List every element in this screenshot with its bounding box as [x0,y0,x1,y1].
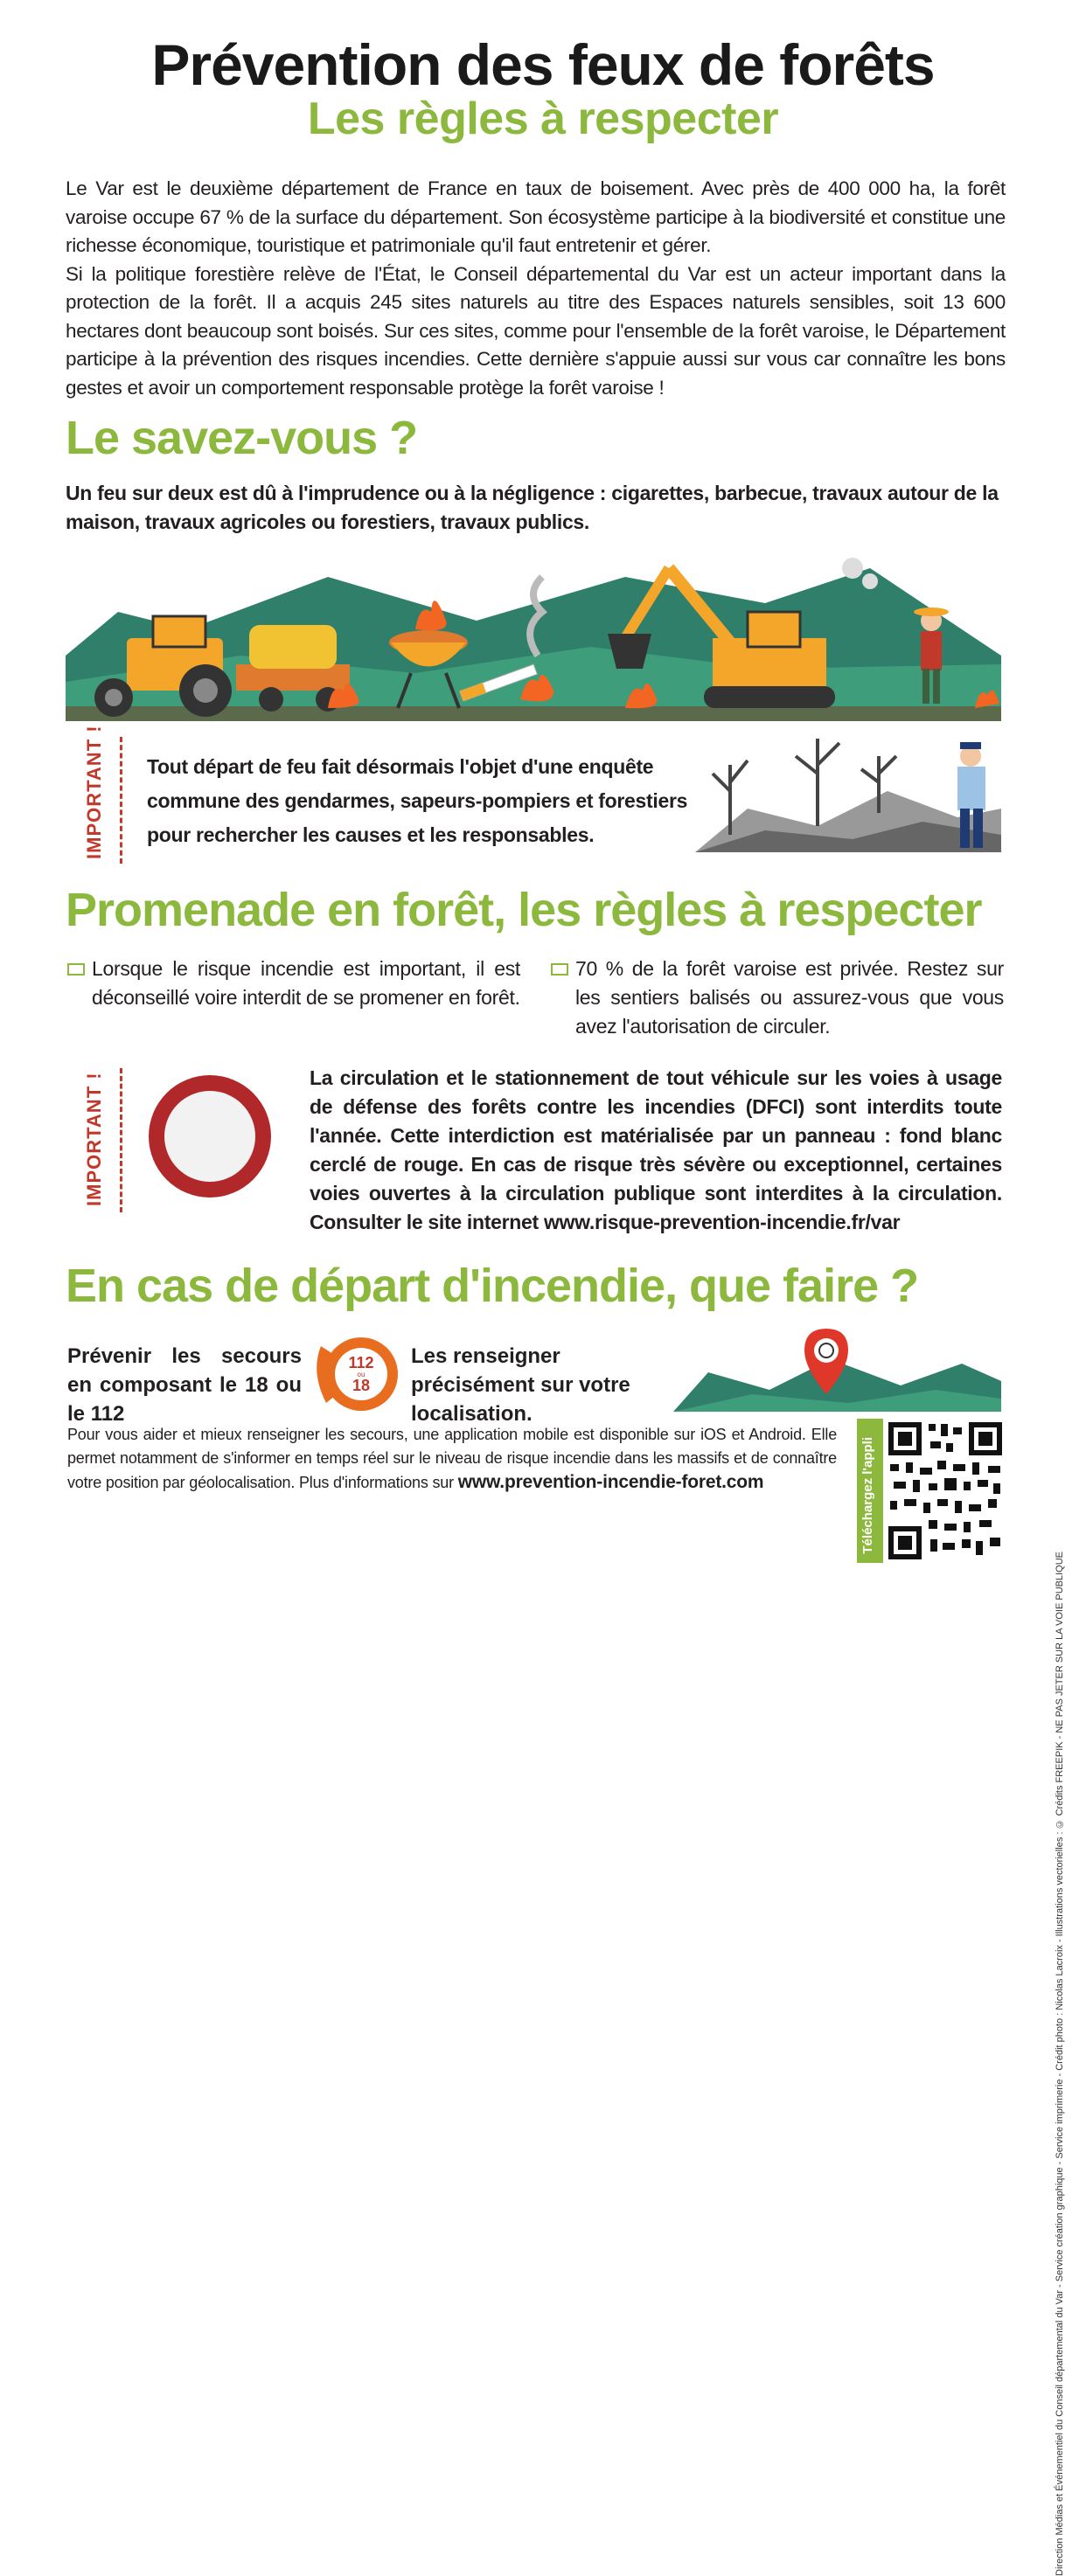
checkbox-bullet-icon [551,963,568,976]
phone-icon [310,1333,402,1416]
prevention-site-link[interactable]: www.risque-prevention-incendie.fr/var [543,1211,901,1233]
intro-paragraph-1: Le Var est le deuxième département de France en taux de boisement. Avec près de 400 000 ha, la forêt varoise occupe 67 % de la surface du département. Son écosystème participe à la biodiversité et constitue une richesse économique, touristique et patrimoniale qu'il faut entretenir et gérer. [66,177,1006,256]
emergency-number-18: 18 [244,1373,268,1397]
localisation-text: Les renseigner précisément sur votre localisation. [411,1344,630,1426]
footer-text: Pour vous aider et mieux renseigner les secours, une application mobile est disponible sur iOS et Android. Elle permet notamment de s'informer en temps réel sur le niveau de risque incendie dans les massifs et de connaître votre position par géolocalisation. Plus d'informations sur www.prevention-incendie-foret.com [67,1426,837,1492]
important-2-text: La circulation et le stationnement de tout véhicule sur les voies à usage de défense des forêts contre les incendies (DFCI) sont interdits toute l'année. Cette interdiction est matérialisée par un panneau : fond blanc cerclé de rouge. En cas de risque très sévère ou exceptionnel, certaines voies ouvertes à la circulation publique sont interdites à la circulation. Consulter le site internet www.risque-prevention-incendie.fr/var [310,1066,1002,1233]
side-credits: Direction Médias et Événementiel du Conseil départemental du Var - Service création graphique - Service imprimerie - Crédit photo : Nicolas Lacroix - Illustrations vectorielles : © Crédits FREEPIK - NE PAS JETER SUR LA VOIE PUBLIQUE [1055,1552,1065,2576]
svg-text:ou: ou [357,1371,365,1378]
important-label-2: IMPORTANT ! [83,1072,105,1206]
promenade-bullet-2: 70 % de la forêt varoise est privée. Restez sur les sentiers balisés ou assurez-vous que vous avez l'autorisation de circuler. [575,955,1004,1041]
intro-paragraph-2: Si la politique forestière relève de l'État, le Conseil départemental du Var est un acteur important dans la protection de la forêt. Il a acquis 245 sites naturels au titre des Espaces naturels sensibles, soit 13 600 hectares dont beaucoup sont boisés. Sur ces sites, comme pour l'ensemble de la forêt varoise, le Département participe à la prévention des risques incendies. Cette dernière s'appuie aussi sur vous car connaître les bons gestes et avoir un comportement responsable protège la forêt varoise ! [66,262,1006,399]
intro-text [66,175,1006,402]
section-title-promenade: Promenade en forêt, les règles à respecter [66,884,982,936]
savez-vous-text: Un feu sur deux est dû à l'imprudence ou à la négligence : cigarettes, barbecue, travaux autour de la maison, travaux agricoles ou forestiers, travaux publics. [66,482,999,533]
section-title-savez-vous: Le savez-vous ? [66,412,418,464]
qr-code-icon[interactable] [885,1419,1006,1563]
page-subtitle: Les règles à respecter [307,94,779,144]
section-title-en-cas: En cas de départ d'incendie, que faire ? [66,1260,919,1312]
important-label-1: IMPORTANT ! [83,725,105,859]
important-1-text: Tout départ de feu fait désormais l'objet d'une enquête commune des gendarmes, sapeurs-pompiers et forestiers pour rechercher les causes et les responsables. [147,755,688,846]
call-emergency-text: Prévenir les secours en composant le 18 ou le 112 [67,1344,302,1426]
svg-text:18: 18 [352,1377,371,1394]
page-title: Prévention des feux de forêts [151,32,935,97]
download-app-strip: Téléchargez l'appli [857,1419,883,1563]
location-pin-illustration [673,1324,1001,1412]
consult-site-label: Consulter le site internet [310,1211,539,1233]
no-entry-sign-icon [144,1071,275,1202]
svg-text:112: 112 [348,1354,374,1371]
promenade-bullet-1: Lorsque le risque incendie est important, il est déconseillé voire interdit de se promener en forêt. [92,955,520,1012]
burnt-forest-gendarme-illustration [695,730,1001,852]
app-info-site-link[interactable]: www.prevention-incendie-foret.com [457,1472,764,1492]
emergency-number-112: 112 [90,1402,125,1426]
causes-illustration [66,559,1001,721]
checkbox-bullet-icon [67,963,85,976]
